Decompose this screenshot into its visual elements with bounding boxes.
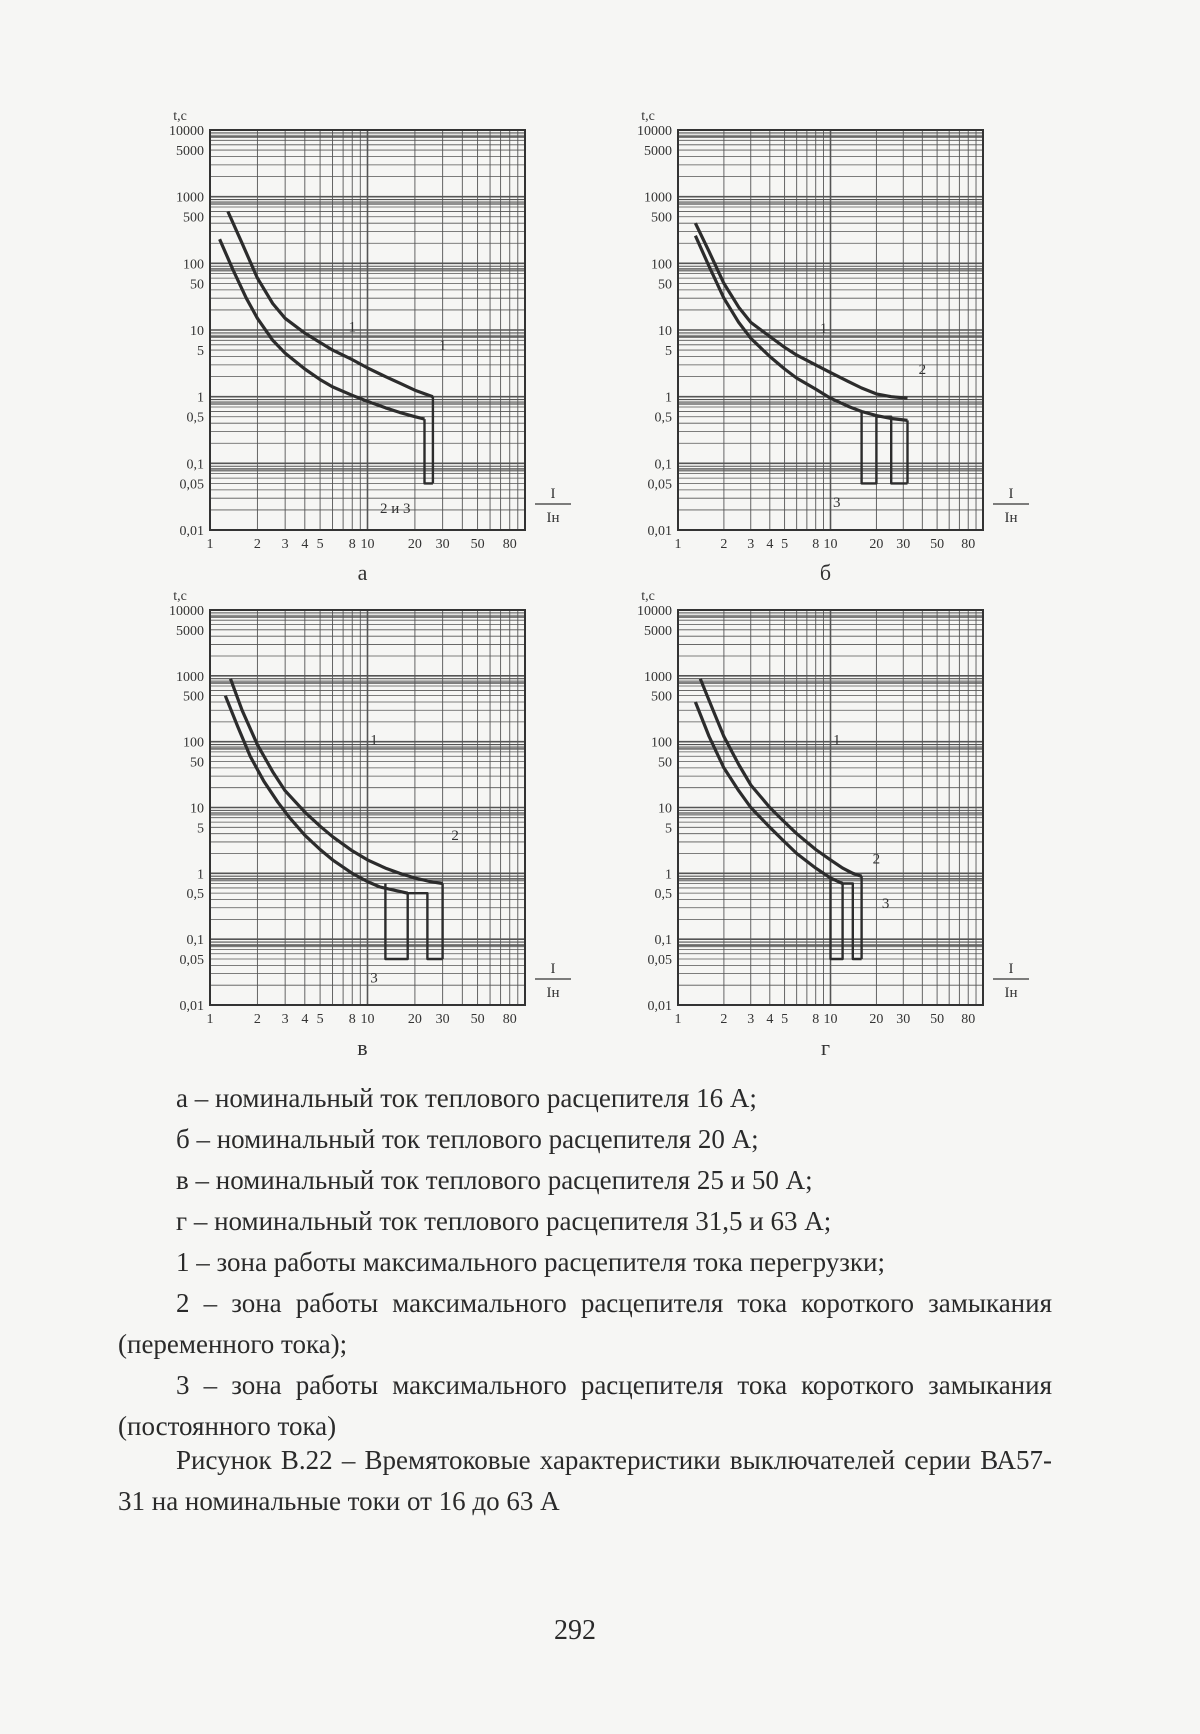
y-tick-label: 5000 bbox=[176, 623, 204, 639]
chart-panel-0 bbox=[169, 109, 571, 585]
x-axis-label-num: I bbox=[1008, 961, 1014, 977]
x-axis-label-den: Iн bbox=[1004, 985, 1018, 1001]
x-tick-label: 2 bbox=[720, 1012, 728, 1027]
y-axis-label: t,c bbox=[641, 589, 655, 604]
x-tick-label: 50 bbox=[930, 537, 945, 552]
x-axis-label-den: Iн bbox=[546, 985, 560, 1001]
annotation-label: 1 bbox=[819, 321, 828, 338]
legend-line-v: в – номинальный ток теплового расцепителя 25 и 50 А; bbox=[176, 1165, 813, 1195]
y-tick-label: 0,5 bbox=[186, 410, 204, 426]
x-tick-label: 30 bbox=[896, 537, 911, 552]
y-tick-label: 0,1 bbox=[186, 933, 204, 949]
y-tick-label: 0,1 bbox=[654, 933, 672, 949]
y-tick-label: 0,5 bbox=[654, 887, 672, 903]
x-tick-label: 20 bbox=[869, 1012, 884, 1027]
y-tick-label: 1 bbox=[665, 867, 672, 883]
x-tick-label: 1 bbox=[206, 1012, 214, 1027]
x-axis-label-den: Iн bbox=[546, 510, 560, 526]
x-tick-label: 3 bbox=[747, 537, 755, 552]
y-tick-label: 100 bbox=[183, 257, 204, 273]
x-tick-label: 5 bbox=[781, 537, 789, 552]
x-tick-label: 2 bbox=[253, 1012, 261, 1027]
y-tick-label: 1000 bbox=[644, 190, 672, 206]
y-tick-label: 50 bbox=[190, 277, 204, 293]
x-tick-label: 4 bbox=[301, 1012, 309, 1027]
annotation-label: 3 bbox=[833, 495, 841, 512]
grid bbox=[210, 130, 525, 530]
x-axis-label-den: Iн bbox=[1004, 510, 1018, 526]
x-tick-label: 5 bbox=[781, 1012, 789, 1027]
x-tick-label: 80 bbox=[961, 1012, 976, 1027]
x-tick-label: 80 bbox=[502, 1012, 517, 1027]
y-tick-label: 5 bbox=[197, 344, 204, 360]
annotation-label: 1 bbox=[833, 732, 841, 749]
y-tick-label: 50 bbox=[190, 755, 204, 771]
legend-line-b: б – номинальный ток теплового расцепителя 20 А; bbox=[176, 1124, 759, 1154]
legend-line-1: 1 – зона работы максимального расцепителя тока перегрузки; bbox=[176, 1247, 886, 1277]
x-tick-label: 8 bbox=[812, 1012, 820, 1027]
legend-line-3: 3 – зона работы максимального расцепителя тока короткого замыкания (постоянного тока) bbox=[118, 1370, 1052, 1441]
x-tick-label: 10 bbox=[823, 537, 838, 552]
y-tick-label: 100 bbox=[651, 257, 672, 273]
y-tick-label: 0,1 bbox=[186, 457, 204, 473]
x-tick-label: 3 bbox=[747, 1012, 755, 1027]
x-tick-label: 80 bbox=[961, 537, 976, 552]
annotation-label: 2 и 3 bbox=[379, 500, 411, 517]
series-line-2 bbox=[862, 412, 908, 484]
y-tick-label: 50 bbox=[658, 277, 672, 293]
y-tick-label: 10000 bbox=[169, 604, 204, 619]
x-tick-label: 3 bbox=[281, 537, 289, 552]
y-tick-label: 500 bbox=[651, 210, 672, 226]
y-axis-label: t,c bbox=[173, 589, 187, 604]
page-number: 292 bbox=[554, 1615, 596, 1646]
x-tick-label: 30 bbox=[435, 1012, 450, 1027]
annotation-label: 1 bbox=[438, 338, 447, 355]
y-tick-label: 100 bbox=[183, 735, 204, 751]
legend-block bbox=[118, 1078, 1052, 1447]
chart-panel-3 bbox=[637, 589, 1029, 1060]
y-tick-label: 5 bbox=[197, 821, 204, 837]
x-tick-label: 4 bbox=[766, 537, 774, 552]
y-tick-label: 1000 bbox=[176, 190, 204, 206]
x-tick-label: 8 bbox=[812, 537, 820, 552]
grid bbox=[678, 130, 983, 530]
chart-panel-1 bbox=[637, 109, 1029, 585]
annotation-label: 1 bbox=[370, 732, 378, 749]
x-tick-label: 10 bbox=[360, 1012, 375, 1027]
y-tick-label: 0,05 bbox=[179, 952, 204, 968]
annotation-label: 1 bbox=[348, 319, 356, 336]
y-tick-label: 0,01 bbox=[179, 524, 204, 539]
x-tick-label: 5 bbox=[316, 537, 324, 552]
y-tick-label: 500 bbox=[651, 689, 672, 705]
y-tick-label: 500 bbox=[183, 689, 204, 705]
y-tick-label: 500 bbox=[183, 210, 204, 226]
y-tick-label: 10 bbox=[658, 801, 672, 817]
y-tick-label: 1 bbox=[197, 867, 204, 883]
panel-letter: а bbox=[357, 560, 368, 585]
legend-line-g: г – номинальный ток теплового расцепителя 31,5 и 63 А; bbox=[176, 1206, 832, 1236]
x-tick-label: 2 bbox=[253, 537, 261, 552]
y-tick-label: 5 bbox=[665, 821, 672, 837]
x-tick-label: 8 bbox=[348, 1012, 356, 1027]
chart-panel-2 bbox=[169, 589, 571, 1060]
annotation-label: 3 bbox=[881, 895, 890, 912]
panel-letter: в bbox=[357, 1035, 368, 1060]
x-tick-label: 4 bbox=[766, 1012, 774, 1027]
y-tick-label: 0,05 bbox=[179, 477, 204, 493]
x-tick-label: 10 bbox=[823, 1012, 838, 1027]
y-tick-label: 100 bbox=[651, 735, 672, 751]
x-tick-label: 50 bbox=[930, 1012, 945, 1027]
y-tick-label: 0,05 bbox=[647, 952, 672, 968]
annotation-label: 2 bbox=[451, 828, 459, 845]
y-tick-label: 5000 bbox=[644, 623, 672, 639]
x-tick-label: 4 bbox=[301, 537, 309, 552]
x-axis-label-num: I bbox=[550, 961, 556, 977]
y-tick-label: 0,05 bbox=[647, 477, 672, 493]
grid bbox=[210, 610, 525, 1005]
x-tick-label: 5 bbox=[316, 1012, 324, 1027]
panel-letter: г bbox=[820, 1035, 831, 1060]
x-tick-label: 50 bbox=[470, 1012, 485, 1027]
legend-line-a: а – номинальный ток теплового расцепителя 16 А; bbox=[176, 1083, 757, 1113]
legend-line-2: 2 – зона работы максимального расцепителя тока короткого замыкания (переменного тока); bbox=[118, 1288, 1052, 1359]
x-tick-label: 20 bbox=[407, 1012, 422, 1027]
y-tick-label: 0,5 bbox=[186, 887, 204, 903]
y-tick-label: 1 bbox=[665, 390, 672, 406]
annotation-label: 3 bbox=[370, 970, 378, 987]
x-axis-label-num: I bbox=[550, 486, 556, 502]
annotation-label: 2 bbox=[918, 361, 927, 378]
x-tick-label: 30 bbox=[896, 1012, 911, 1027]
x-tick-label: 80 bbox=[502, 537, 517, 552]
x-tick-label: 2 bbox=[720, 537, 728, 552]
y-tick-label: 0,01 bbox=[647, 999, 672, 1014]
y-axis-label: t,c bbox=[641, 109, 655, 124]
series-line-0 bbox=[695, 223, 907, 398]
x-tick-label: 1 bbox=[674, 537, 682, 552]
annotation-label: 2 bbox=[872, 851, 881, 868]
y-axis-label: t,c bbox=[173, 109, 187, 124]
x-tick-label: 8 bbox=[348, 537, 356, 552]
y-tick-label: 10 bbox=[190, 801, 204, 817]
x-tick-label: 50 bbox=[470, 537, 485, 552]
series-line-1 bbox=[225, 696, 407, 894]
x-tick-label: 20 bbox=[869, 537, 884, 552]
y-tick-label: 1000 bbox=[176, 669, 204, 685]
series-line-2 bbox=[385, 884, 442, 960]
y-tick-label: 5000 bbox=[644, 144, 672, 160]
y-tick-label: 1 bbox=[197, 390, 204, 406]
x-tick-label: 20 bbox=[407, 537, 422, 552]
series-line-0 bbox=[700, 679, 861, 877]
y-tick-label: 5000 bbox=[176, 144, 204, 160]
panel-letter: б bbox=[819, 560, 832, 585]
x-tick-label: 1 bbox=[674, 1012, 682, 1027]
x-tick-label: 3 bbox=[281, 1012, 289, 1027]
y-tick-label: 0,01 bbox=[179, 999, 204, 1014]
figure-caption: Рисунок В.22 – Времятоковые характеристики выключателей серии ВА57-31 на номинальные токи от 16 до 63 А bbox=[118, 1445, 1052, 1516]
y-tick-label: 10000 bbox=[169, 124, 204, 139]
x-axis-label-num: I bbox=[1008, 486, 1014, 502]
y-tick-label: 5 bbox=[665, 344, 672, 360]
y-tick-label: 0,5 bbox=[654, 410, 672, 426]
y-tick-label: 0,1 bbox=[654, 457, 672, 473]
x-tick-label: 10 bbox=[360, 537, 375, 552]
y-tick-label: 10 bbox=[190, 324, 204, 339]
x-tick-label: 30 bbox=[435, 537, 450, 552]
y-tick-label: 10000 bbox=[637, 604, 672, 619]
y-tick-label: 50 bbox=[658, 755, 672, 771]
series-line-1 bbox=[695, 702, 842, 884]
y-tick-label: 10000 bbox=[637, 124, 672, 139]
y-tick-label: 1000 bbox=[644, 669, 672, 685]
y-tick-label: 0,01 bbox=[647, 524, 672, 539]
series-line-0 bbox=[228, 212, 433, 397]
y-tick-label: 10 bbox=[658, 324, 672, 339]
x-tick-label: 1 bbox=[206, 537, 214, 552]
